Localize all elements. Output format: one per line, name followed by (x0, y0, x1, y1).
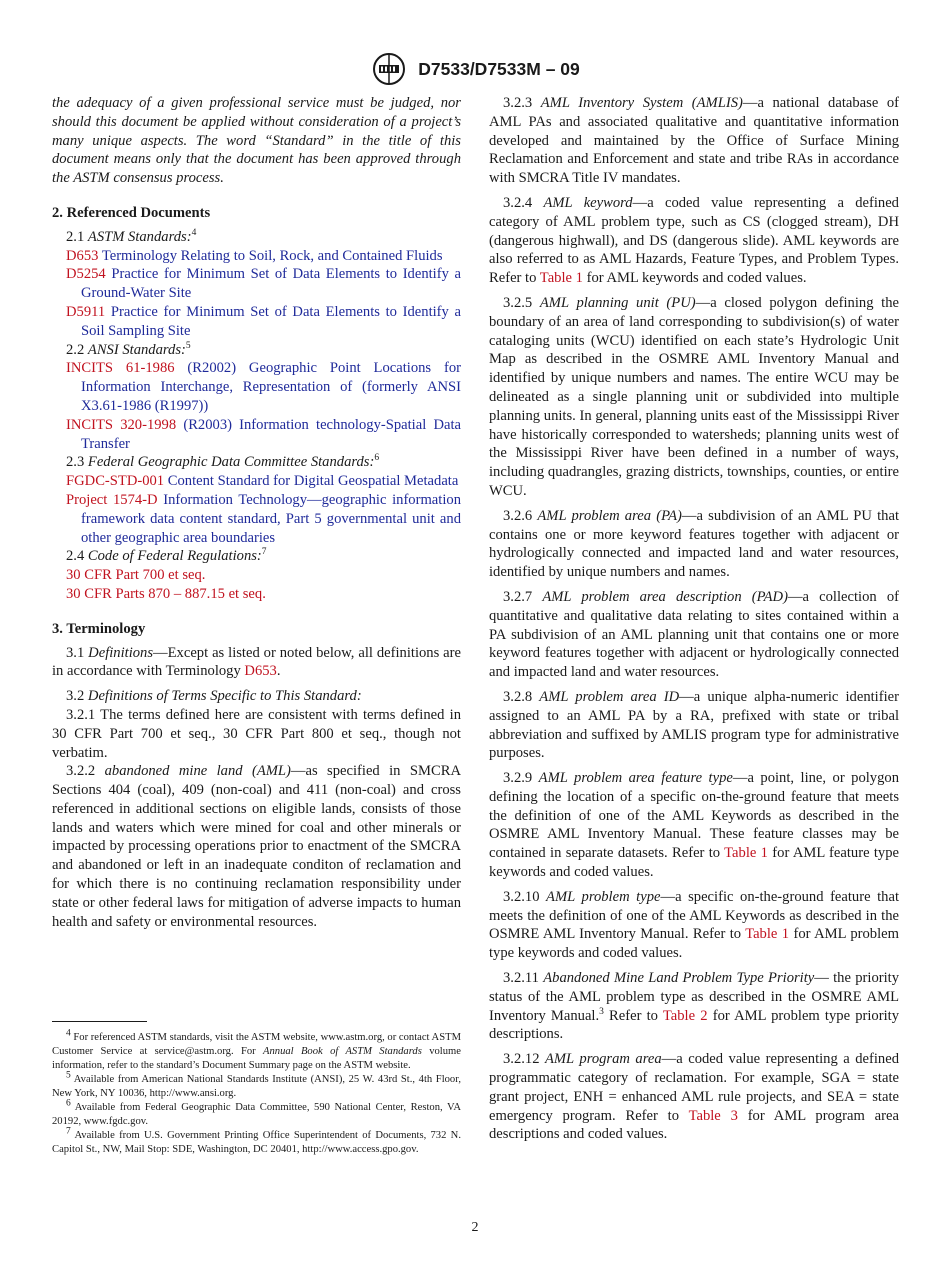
footnote-5: $^5$ Available from American National Standards Institute (ANSI), 25 W. 43rd St., 4th Floor, New York, NY 10036, http://www.ansi.org. (52, 1070, 461, 1099)
subsection-2-2: 2.2 ANSI Standards:$^5$ (66, 340, 191, 358)
ref-project-1574d: Project 1574-D Information Technology—geographic information framework data content standard, Part 5 governmental unit and other geographic area boundaries (66, 491, 461, 546)
right-column (489, 94, 899, 1144)
section-3-heading: 3. Terminology (52, 620, 146, 637)
ref-code-link[interactable]: INCITS 320-1998 (66, 416, 177, 433)
footnote-7: $^7$ Available from U.S. Government Printing Office Superintendent of Documents, 732 N. Capitol St., NW, Mail Stop: SDE, Washington, DC 20401, http://www.access.gpo.gov. (52, 1126, 461, 1155)
paragraph-3-2-5: 3.2.5 AML planning unit (PU)—a closed polygon defining the boundary of an area of land corresponding to subdivision(s) of water cataloging units (WCU) identified on each state’s Hydrologic Unit Map as described in the OSMRE AML Inventory Manual and identified by unique numbers and names. The entire WCU may be delineated as a single planning unit or subdivided into multiple planning units. In general, planning units east of the Mississippi River have historically corresponded to watersheds; planning units west of the Mississippi River have been defined in a number of ways, including quadrangles, grazing districts, townships, counties, or entire WCU. (489, 294, 900, 499)
ref-incits-61: INCITS 61-1986 (R2002) Geographic Point Locations for Information Interchange, Representation of (formerly ANSI X3.61-1986 (R1997)) (66, 360, 461, 414)
table-1-link[interactable]: Table 1 (745, 926, 790, 943)
subsection-2-3: 2.3 Federal Geographic Data Committee Standards:$^6$ (66, 453, 380, 471)
ref-code-link[interactable]: D653 (66, 247, 99, 264)
ref-d5254: D5254 Practice for Minimum Set of Data Elements to Identify a Ground-Water Site (66, 266, 461, 302)
footnote-4: $^4$ For referenced ASTM standards, visit the ASTM website, www.astm.org, or contact ASTM Customer Service at service@astm.org. For Annual Book of ASTM Standards volume information, refer to the standard’s Document Summary page on the ASTM website. (52, 1028, 461, 1071)
paragraph-3-1: 3.1 Definitions—Except as listed or noted below, all definitions are in accordance with Terminology D653. (52, 644, 461, 680)
table-2-link[interactable]: Table 2 (662, 1007, 708, 1024)
page-number: 2 (471, 1220, 479, 1235)
table-1-link[interactable]: Table 1 (724, 845, 768, 862)
ref-code-link[interactable]: Project 1574-D (66, 491, 158, 508)
left-column (52, 94, 461, 931)
ref-incits-320: INCITS 320-1998 (R2003) Information technology-Spatial Data Transfer (66, 416, 461, 452)
ref-code-link[interactable]: FGDC-STD-001 (66, 473, 165, 490)
page-header (0, 52, 950, 86)
ref-link-d653[interactable]: D653 (244, 663, 277, 680)
footnote-6: $^6$ Available from Federal Geographic Data Committee, 590 National Center, Reston, VA 20192, www.fgdc.gov. (52, 1098, 461, 1127)
ref-fgdc: FGDC-STD-001 Content Standard for Digital Geospatial Metadata (66, 473, 459, 490)
ref-code-link[interactable]: D5254 (66, 266, 106, 283)
ref-cfr-700[interactable]: 30 CFR Part 700 et seq. (66, 567, 206, 584)
paragraph-3-2-9: 3.2.9 AML problem area feature type—a point, line, or polygon defining the location of a specific on-the-ground feature that meets the definition of one of the AML Keywords as described in the OSMRE AML Inventory Manual. These feature classes may be contained in separate datasets. Refer to Table 1 for AML feature type keywords and coded values. (489, 770, 899, 881)
ref-cfr-870[interactable]: 30 CFR Parts 870 – 887.15 et seq. (66, 585, 266, 602)
paragraph-3-2-2: 3.2.2 abandoned mine land (AML)—as specified in SMCRA Sections 404 (coal), 409 (non-coal) and 411 (non-coal) and cross referenced in additional sections on eligible lands, consists of those lands and waters which were mined for coal and other minerals or impacted by processing operations prior to enactment of the SMCRA and abandoned or left in an inadequate conditon of reclamation and for which there is no continuing reclamation responsibility under state or other federal laws for mitigation of adverse impacts to human health and safety or environmental resources. (52, 763, 461, 930)
astm-logo-icon (370, 52, 408, 86)
table-3-link[interactable]: Table 3 (688, 1107, 738, 1124)
paragraph-3-2: 3.2 Definitions of Terms Specific to This Standard: (66, 688, 362, 705)
paragraph-3-2-7: 3.2.7 AML problem area description (PAD)—a collection of quantitative and qualitative data relating to sites contained within a PA subdivision of an AML planning unit that contains one or more keyword features together with adjacent or hydrologically connected and impacted land and water resources. (489, 588, 899, 681)
paragraph-3-2-12: 3.2.12 AML program area—a coded value representing a defined programmatic category of reclamation. For example, SGA = state grant project, ENH = enhanced AML rule projects, and SEA = state emergency program. Refer to Table 3 for AML program area descriptions and coded values. (489, 1051, 899, 1143)
paragraph-3-2-1: 3.2.1 The terms defined here are consistent with terms defined in 30 CFR Part 700 et seq., 30 CFR Part 800 et seq., though not verbatim. (52, 706, 461, 761)
subsection-2-4: 2.4 Code of Federal Regulations:$^7$ (66, 547, 267, 565)
table-1-link[interactable]: Table 1 (539, 270, 583, 287)
paragraph-3-2-4: 3.2.4 AML keyword—a coded value representing a defined category of AML problem type, such as CS (clogged stream), DH (dangerous highwall), and DS (dangerous slide). AML keywords are also referred to as AML Hazards, Feature Types, and Problem Types. Refer to Table 1 for AML keywords and coded values. (489, 194, 899, 287)
subsection-2-1: 2.1 ASTM Standards:$^4$ (66, 227, 197, 245)
paragraph-3-2-10: 3.2.10 AML problem type—a specific on-the-ground feature that meets the definition of one of the AML Keywords as described in the OSMRE AML Inventory Manual. Refer to Table 1 for AML problem type keywords and coded values. (489, 888, 899, 962)
section-2-heading: 2. Referenced Documents (52, 204, 211, 221)
ref-d653: D653 Terminology Relating to Soil, Rock, and Contained Fluids (66, 247, 443, 264)
paragraph-3-2-11: 3.2.11 Abandoned Mine Land Problem Type Priority— the priority status of the AML problem type as described in the OSMRE AML Inventory Manual.$^3$ Refer to Table 2 for AML problem type priority descriptions. (489, 970, 900, 1043)
footnotes (52, 1028, 461, 1157)
paragraph-3-2-8: 3.2.8 AML problem area ID—a unique alpha-numeric identifier assigned to an AML PA by a RA, prefixed with state or tribal abbreviation and suffixed by AMLIS program type for administrative purposes. (489, 688, 899, 762)
paragraph-3-2-3: 3.2.3 AML Inventory System (AMLIS)—a national database of AML PAs and associated qualitative and quantitative information developed and maintained by the Office of Surface Mining Reclamation and Enforcement and state and tribe RAs in accordance with SMCRA Title IV mandates. (489, 95, 900, 187)
intro-paragraph: the adequacy of a given professional service must be judged, nor should this document be applied without consideration of a project’s many unique aspects. The word “Standard” in the title of this document means only that the document has been approved through the ASTM consensus process. (52, 95, 461, 187)
document-id: D7533/D7533M – 09 (418, 58, 580, 79)
ref-d5911: D5911 Practice for Minimum Set of Data Elements to Identify a Soil Sampling Site (66, 303, 461, 339)
footnote-divider (52, 1021, 147, 1022)
paragraph-3-2-6: 3.2.6 AML problem area (PA)—a subdivision of an AML PU that contains one or more keyword features together with adjacent or hydrologically connected and impacted land and water resources, identified by unique numbers and names. (489, 507, 899, 581)
ref-code-link[interactable]: D5911 (66, 303, 106, 320)
ref-code-link[interactable]: INCITS 61-1986 (66, 360, 175, 377)
